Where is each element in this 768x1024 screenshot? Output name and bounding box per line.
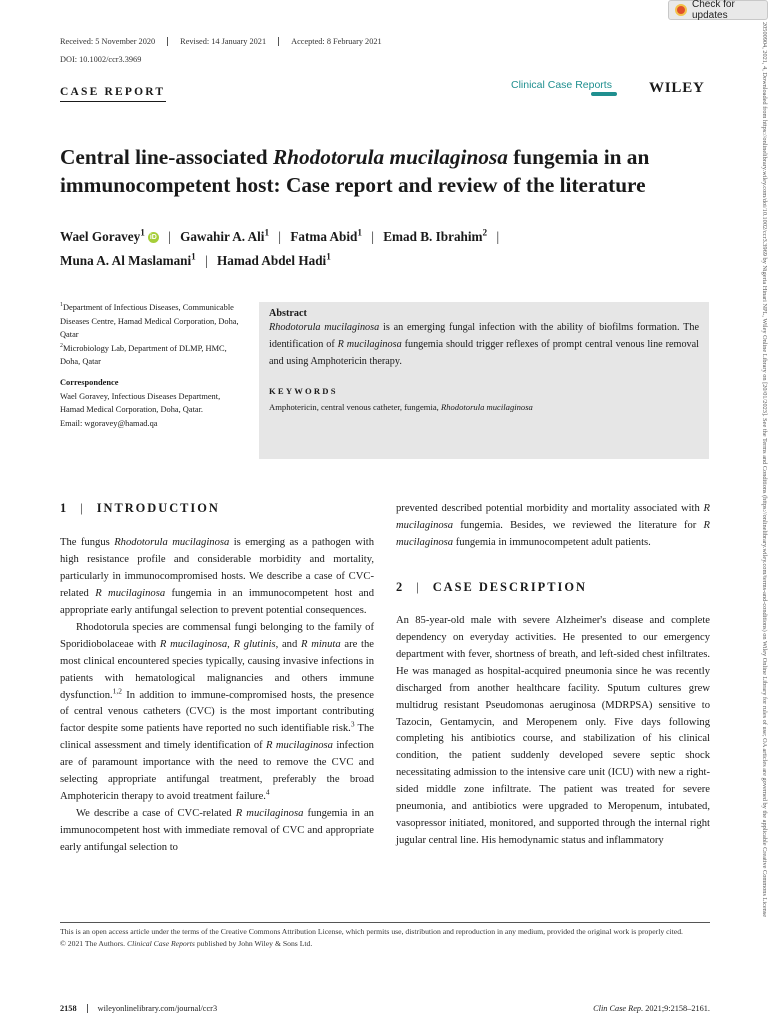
author[interactable]: Gawahir A. Ali$^1$ [180,227,270,244]
copyright-text: © 2021 The Authors. Clinical Case Reports published by John Wiley & Sons Ltd. [60,939,313,948]
paragraph: Rhodotorula species are commensal fungi belonging to the family of Sporidiobolaceae with R mucilaginosa, R glutinis, and R minuta are the most clinical encountered species typically, causing invasive infections in patients with hematological malignancies and others immune dysfunction.$^{1,2}$ In addition to immune-compromised hosts, the presence of central venous catheters (CVC) is the most important contributing factor despite some patients have reported no such identifiable risk.$^3$ The clinical assessment and timely identification of R mucilaginosa infection are of paramount importance with the need to remove the CVC and selecting appropriate antifungal treatment, preferably the broad Amphotericin therapy to avoid treatment failure.$^4$ [60,621,374,803]
correspondence-heading: Correspondence [60,377,119,387]
check-for-updates-label: Check for updates [692,0,735,21]
article-type: CASE REPORT [60,86,166,102]
article-dates [60,37,394,46]
section-heading-introduction: 1 | INTRODUCTION [60,501,220,515]
keywords: Amphotericin, central venous catheter, fungemia, Rhodotorula mucilaginosa [269,401,533,412]
citation: Clin Case Rep. 2021;9:2158–2161. [593,1004,710,1013]
author[interactable]: Wael Goravey$^1$ [60,227,145,244]
abstract-heading: Abstract [269,308,307,319]
journal-name: Clinical Case Reports [511,79,612,91]
affiliation-1: $^1$Department of Infectious Diseases, Communicable Diseases Centre, Hamad Medical Corporation, Doha, Qatar [60,302,239,340]
title-part1: Central line-associated [60,145,273,169]
correspondence-email[interactable]: Email: wgoravey@hamad.qa [60,418,158,428]
abstract-text: Rhodotorula mucilaginosa is an emerging fungal infection with the ability of biofilms formation. The identification of R mucilaginosa fungemia should trigger reflexes of prompt central venous line removal and using Amphotericin therapy. [269,322,700,367]
paragraph: prevented described potential morbidity and mortality associated with R mucilaginosa fungemia. Besides, we reviewed the literature for R mucilaginosa fungemia in immunocompetent adult patients. [396,503,710,548]
check-for-updates-button[interactable] [668,0,768,20]
page-number: 2158 [60,1004,88,1013]
article-title [60,143,730,199]
author[interactable]: Emad B. Ibrahim$^2$ [383,227,488,244]
license-text: This is an open access article under the terms of the Creative Commons Attribution License, which permits use, distribution and reproduction in any medium, provided the original work is properly cited. [60,927,683,936]
title-part2: fungemia in an immunocompetent host: Case report and review of the literature [60,145,650,197]
page-footer-left [60,1004,217,1013]
accepted-date: Accepted: 8 February 2021 [278,37,394,46]
abstract-box [259,302,709,459]
correspondence-address: Wael Goravey, Infectious Diseases Department, Hamad Medical Corporation, Doha, Qatar. [60,391,221,415]
keywords-heading: KEYWORDS [269,385,338,396]
revised-date: Revised: 14 January 2021 [167,37,278,46]
doi: DOI: 10.1002/ccr3.3969 [60,55,142,64]
paragraph: An 85-year-old male with severe Alzheimer's disease and complete dependency on everyday activities. He presented to our emergency department with fever, shortness of breath, and left-sided chest infiltrates. He was managed as hospital-acquired pneumonia since he was recently discharged from another healthcare facility. Sputum cultures grew multidrug resistant Pseudomonas aeruginosa (MDRPSA) sensitive to Tazocin, Gentamycin, and Meropenem only. Five days following completing his antibiotics course, and stabilization of his clinical condition, the patient suddenly developed severe septic shock necessitating admission to the intensive care unit (ICU) with new a right-sided middle zone infiltrate. The patient was treated for severe pneumonia, and antibiotics were upgraded to Meropenum, intubated, vasopressor initiated, monitored, and supported through the internal right jugular central line. His hemodynamic status and inflammatory [396,614,710,847]
publisher-logo: WILEY [649,80,705,96]
orcid-icon[interactable]: iD [149,234,157,241]
open-access-icon [591,92,617,96]
author[interactable]: Muna A. Al Maslamani$^1$ [60,251,196,268]
download-side-note: 20500904, 2021, 4, Downloaded from https://onlinelibrary.wiley.com/doi/10.1002/ccr3.3969 by Nigeria Hinari NPL, Wiley Online Library on [20/01/2023]. See the Terms and Conditions (https://onlinelibrary.wiley.com/terms-and-conditions) on Wiley Online Library for rules of use; OA articles are governed by the applicable Creative Commons License [761,22,768,918]
left-column [60,500,374,857]
author[interactable]: Fatma Abid$^1$ [290,227,363,244]
journal-url[interactable]: wileyonlinelibrary.com/journal/ccr3 [97,1004,218,1013]
author-list: Wael Goravey$^1$ iD | Gawahir A. Ali$^1$ | Fatma Abid$^1$ | Emad B. Ibrahim$^2$ | Muna A. Al Maslamani$^1$ | Hamad Abdel Hadi$^1$ [60,227,500,268]
paragraph: The fungus Rhodotorula mucilaginosa is emerging as a pathogen with high resistance profile and considerable morbidity and mortality, particularly in immunocompromised hosts. We describe a case of CVC-related R mucilaginosa fungemia in an immunocompetent host and appropriate early antifungal selection to prevent potential consequences. [60,536,375,616]
journal-logo [511,79,617,96]
paragraph: We describe a case of CVC-related R mucilaginosa fungemia in an immunocompetent host with immediate removal of CVC and appropriate early antifungal selection to [60,808,374,854]
page-footer [60,1004,710,1013]
title-italic: Rhodotorula mucilaginosa [272,145,508,169]
affiliations [60,301,245,430]
received-date: Received: 5 November 2020 [60,37,156,46]
affiliation-2: $^2$Microbiology Lab, Department of DLMP, HMC, Doha, Qatar [60,342,227,367]
section-heading-case-description: 2 | CASE DESCRIPTION [396,579,587,594]
right-column [396,501,710,850]
crossmark-icon [675,4,687,16]
author[interactable]: Hamad Abdel Hadi$^1$ [217,251,331,268]
license-footnote [60,922,710,950]
